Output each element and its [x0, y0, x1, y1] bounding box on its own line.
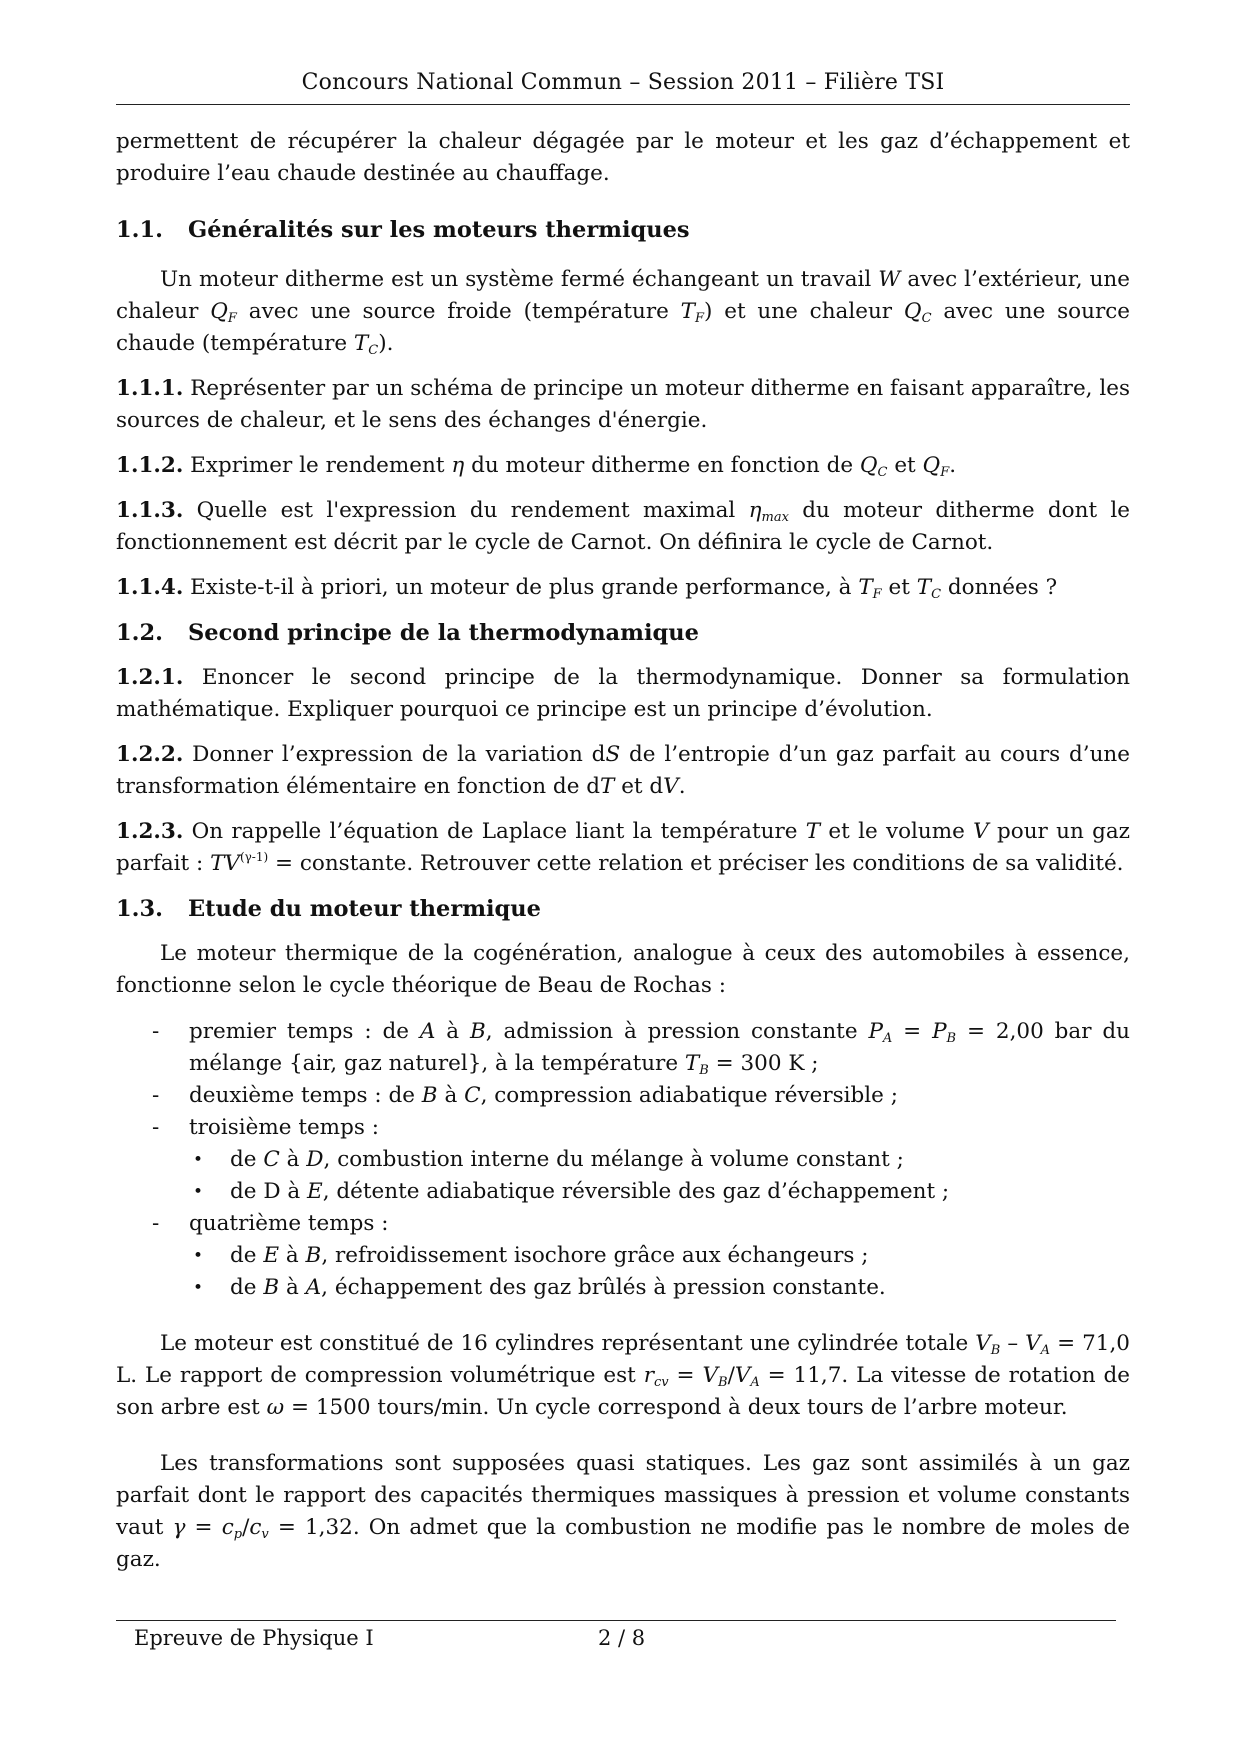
section-number: 1.2. — [116, 620, 163, 646]
section-title: Second principe de la thermodynamique — [188, 620, 699, 646]
question-1-2-2: 1.2.2. Donner l’expression de la variation dS de l’entropie d’un gaz parfait au cours d’une transformation élémentaire en fonction de dT et dV. — [116, 742, 1130, 799]
paragraph-ditherme: Un moteur ditherme est un système fermé échangeant un travail W avec l’extérieur, une chaleur $Q_F$ avec une source froide (température $T_F$) et une chaleur $Q_C$ avec une source chaude (température $T_C$). — [116, 267, 1130, 358]
section-heading-1-2 — [116, 617, 1130, 649]
paragraph-beau-de-rochas: Le moteur thermique de la cogénération, analogue à ceux des automobiles à essence, fonctionne selon le cycle théorique de Beau de Rochas : — [116, 941, 1130, 998]
cycle-steps-list — [116, 1016, 1130, 1304]
sub-list-item: • de B à A, échappement des gaz brûlés à pression constante. — [193, 1275, 886, 1300]
question-1-1-3: 1.1.3. Quelle est l'expression du rendement maximal $\eta_{max}$ du moteur ditherme dont le fonctionnement est décrit par le cycle de Carnot. On définira le cycle de Carnot. — [116, 498, 1130, 555]
list-item: - troisième temps : • de C à D, combustion interne du mélange à volume constant ; • de D à E, détente adiabatique réversible des gaz d’échappement ; — [116, 1112, 1130, 1208]
page-content — [116, 126, 1130, 1576]
sub-list-item: • de D à E, détente adiabatique réversible des gaz d’échappement ; — [193, 1179, 950, 1204]
footer-page-number: 2 / 8 — [598, 1626, 646, 1650]
sub-list-item: • de C à D, combustion interne du mélange à volume constant ; — [193, 1147, 904, 1172]
section-heading-1-3 — [116, 893, 1130, 925]
footer-exam-title: Epreuve de Physique I — [134, 1626, 374, 1650]
list-item: - quatrième temps : • de E à B, refroidissement isochore grâce aux échangeurs ; • de B à A, échappement des gaz brûlés à pression constante. — [116, 1208, 1130, 1304]
question-1-1-2: 1.1.2. Exprimer le rendement η du moteur ditherme en fonction de $Q_C$ et $Q_F$. — [116, 453, 957, 480]
paragraph-engine-specs: Le moteur est constitué de 16 cylindres représentant une cylindrée totale $V_B - V_A = 71,0$ L. Le rapport de compression volumétrique est $r_{cv} = V_B/V_A = 11,7$. La vitesse de rotation de son arbre est ω = 1500 tours/min. Un cycle correspond à deux tours de l’arbre moteur. — [116, 1331, 1131, 1420]
question-1-1-4: 1.1.4. Existe-t-il à priori, un moteur de plus grande performance, à $T_F$ et $T_C$ données ? — [116, 575, 1058, 602]
section-title: Etude du moteur thermique — [188, 896, 541, 922]
section-number: 1.3. — [116, 896, 163, 922]
section-title: Généralités sur les moteurs thermiques — [188, 217, 690, 243]
paragraph-hypotheses: Les transformations sont supposées quasi statiques. Les gaz sont assimilés à un gaz parfait dont le rapport des capacités thermiques massiques à pression et volume constants vaut $\gamma = c_p/c_v = 1,32$. On admet que la combustion ne modifie pas le nombre de moles de gaz. — [116, 1451, 1131, 1572]
list-item: - premier temps : de A à B, admission à pression constante $P_A = P_B = 2,00$ bar du mélange {air, gaz naturel}, à la température $T_B = 300$ K ; — [152, 1019, 1130, 1078]
sub-list-item: • de E à B, refroidissement isochore grâce aux échangeurs ; — [193, 1243, 869, 1268]
footer-divider — [116, 1620, 1116, 1621]
page-header: Concours National Commun – Session 2011 – Filière TSI — [116, 70, 1130, 105]
intro-paragraph: permettent de récupérer la chaleur dégagée par le moteur et les gaz d’échappement et produire l’eau chaude destinée au chauffage. — [116, 129, 1130, 186]
question-1-2-1: 1.2.1. Enoncer le second principe de la thermodynamique. Donner sa formulation mathématique. Expliquer pourquoi ce principe est un principe d’évolution. — [116, 665, 1130, 722]
section-heading-1-1 — [116, 214, 1130, 246]
list-item: - deuxième temps : de B à C, compression adiabatique réversible ; — [152, 1083, 898, 1108]
section-number: 1.1. — [116, 217, 163, 243]
question-1-1-1: 1.1.1. Représenter par un schéma de principe un moteur ditherme en faisant apparaître, les sources de chaleur, et le sens des échanges d'énergie. — [116, 376, 1130, 433]
question-1-2-3: 1.2.3. On rappelle l’équation de Laplace liant la température T et le volume V pour un gaz parfait : $TV^{(\gamma-1)}$ = constante. Retrouver cette relation et préciser les conditions de sa validité. — [116, 819, 1130, 876]
